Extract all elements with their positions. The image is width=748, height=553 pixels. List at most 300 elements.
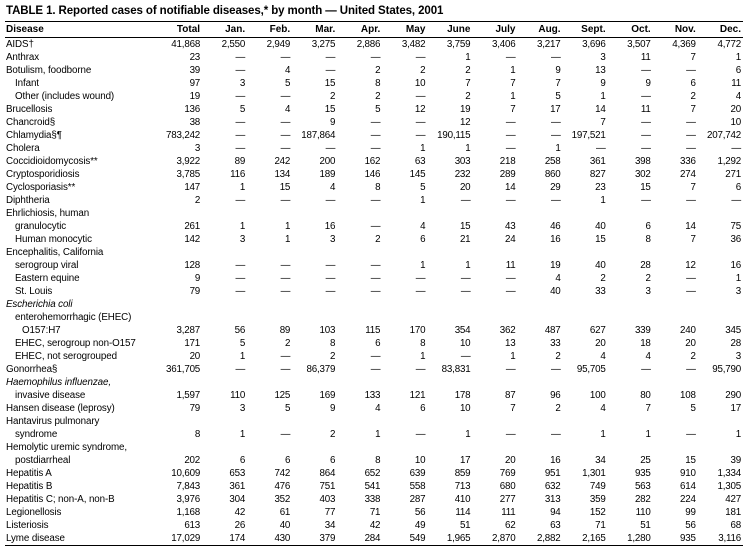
value-cell <box>202 376 247 389</box>
value-cell: 2 <box>375 91 381 102</box>
value-cell: 18 <box>640 338 651 349</box>
value-cell: 2,550 <box>221 39 246 50</box>
value-cell: 17,029 <box>171 533 201 544</box>
value-cell: 21 <box>459 234 471 245</box>
value-cell: 20 <box>505 455 516 466</box>
table-row <box>5 272 743 285</box>
value-cell: — <box>235 273 246 284</box>
value-cell <box>427 311 472 324</box>
table-row <box>5 116 743 129</box>
value-cell: 10 <box>414 455 426 466</box>
value-cell: 261 <box>184 221 201 232</box>
value-cell: — <box>686 429 696 440</box>
value-cell: 430 <box>274 533 291 544</box>
value-cell: — <box>415 91 426 102</box>
value-cell: 6 <box>735 65 741 76</box>
value-cell: 3,922 <box>176 156 201 167</box>
value-cell: 110 <box>230 390 246 401</box>
value-cell: — <box>505 117 516 128</box>
value-cell: — <box>505 286 516 297</box>
column-header-apr: Apr. <box>337 22 382 38</box>
table-row <box>5 259 743 272</box>
value-cell: 1 <box>600 91 606 102</box>
value-cell: 398 <box>634 156 651 167</box>
table-row <box>5 311 743 324</box>
value-cell: 859 <box>454 468 471 479</box>
value-cell: 2 <box>375 234 381 245</box>
value-cell: — <box>415 130 426 141</box>
value-cell: 2 <box>194 195 201 206</box>
value-cell: 6 <box>375 338 381 349</box>
value-cell: — <box>235 143 246 154</box>
value-cell: 10 <box>459 403 471 414</box>
value-cell: 290 <box>725 390 741 401</box>
value-cell: 96 <box>550 390 561 401</box>
value-cell: 11 <box>505 260 516 271</box>
value-cell: 202 <box>184 455 201 466</box>
value-cell <box>427 207 472 220</box>
value-cell <box>472 246 517 259</box>
value-cell: — <box>686 286 696 297</box>
table-row <box>5 428 743 441</box>
value-cell: — <box>235 65 246 76</box>
value-cell: 34 <box>595 455 606 466</box>
value-cell: — <box>460 273 471 284</box>
value-cell: 3,507 <box>627 39 651 50</box>
value-cell: 6 <box>690 78 696 89</box>
value-cell: — <box>235 195 246 206</box>
value-cell: 25 <box>640 455 651 466</box>
value-cell: 827 <box>589 169 606 180</box>
value-cell: 8 <box>420 338 426 349</box>
value-cell: 15 <box>685 455 696 466</box>
value-cell <box>157 311 202 324</box>
value-cell: 9 <box>194 273 201 284</box>
value-cell <box>427 246 472 259</box>
value-cell: 271 <box>725 169 741 180</box>
value-cell <box>427 415 472 428</box>
value-cell: — <box>686 143 696 154</box>
value-cell: 6 <box>420 403 426 414</box>
value-cell: 75 <box>730 221 741 232</box>
value-cell: 549 <box>409 533 426 544</box>
value-cell: — <box>280 52 291 63</box>
value-cell: 79 <box>189 286 201 297</box>
value-cell: 19 <box>459 104 471 115</box>
value-cell: — <box>415 117 426 128</box>
value-cell: — <box>505 195 516 206</box>
value-cell <box>247 376 292 389</box>
value-cell: 24 <box>505 234 516 245</box>
value-cell: — <box>415 364 426 375</box>
value-cell: 783,242 <box>166 130 201 141</box>
value-cell: 362 <box>499 325 516 336</box>
table-row <box>5 441 743 454</box>
value-cell: 751 <box>319 481 336 492</box>
value-cell: — <box>280 351 291 362</box>
value-cell: 8 <box>330 338 336 349</box>
value-cell: 36 <box>730 234 741 245</box>
value-cell: 1,965 <box>446 533 471 544</box>
value-cell: — <box>686 273 696 284</box>
value-cell <box>518 207 563 220</box>
value-cell: 403 <box>319 494 336 505</box>
value-cell <box>337 246 382 259</box>
value-cell: 1 <box>420 143 426 154</box>
value-cell: 6 <box>420 234 426 245</box>
value-cell: 4,369 <box>672 39 696 50</box>
disease-cell: Hansen disease (leprosy) <box>6 403 115 414</box>
column-header-june: June <box>427 22 472 38</box>
value-cell: 361,705 <box>166 364 201 375</box>
value-cell: 336 <box>680 156 696 167</box>
value-cell: 4 <box>600 403 606 414</box>
value-cell <box>608 298 653 311</box>
value-cell: 7 <box>645 403 651 414</box>
value-cell: 240 <box>680 325 696 336</box>
value-cell: 86,379 <box>306 364 336 375</box>
value-cell: 487 <box>544 325 561 336</box>
value-cell: 2 <box>555 403 561 414</box>
value-cell: 7 <box>510 403 516 414</box>
value-cell <box>518 415 563 428</box>
value-cell: 61 <box>279 507 291 518</box>
value-cell <box>247 415 292 428</box>
value-cell <box>337 441 382 454</box>
value-cell <box>518 376 563 389</box>
value-cell: — <box>235 364 246 375</box>
value-cell: 33 <box>595 286 606 297</box>
value-cell: 352 <box>274 494 291 505</box>
value-cell: 1,280 <box>627 533 651 544</box>
value-cell: 4 <box>420 221 426 232</box>
value-cell: 1,305 <box>717 481 741 492</box>
value-cell: — <box>460 286 471 297</box>
value-cell: 1 <box>239 221 246 232</box>
value-cell: 87 <box>505 390 516 401</box>
value-cell: 133 <box>364 390 381 401</box>
value-cell: 242 <box>274 156 291 167</box>
value-cell: 16 <box>730 260 741 271</box>
value-cell <box>247 441 292 454</box>
value-cell <box>653 207 698 220</box>
value-cell: 613 <box>184 520 201 531</box>
value-cell: — <box>686 364 696 375</box>
value-cell: 5 <box>375 104 381 115</box>
disease-cell: Gonorrhea§ <box>6 364 58 375</box>
value-cell <box>337 207 382 220</box>
value-cell <box>563 246 608 259</box>
value-cell: 15 <box>640 182 651 193</box>
value-cell: — <box>550 52 561 63</box>
value-cell: 910 <box>680 468 696 479</box>
value-cell <box>608 376 653 389</box>
table-row <box>5 506 743 519</box>
value-cell: 9 <box>600 78 606 89</box>
value-cell: 1 <box>735 52 741 63</box>
column-header-july: July <box>472 22 517 38</box>
value-cell <box>202 246 247 259</box>
value-cell: 39 <box>189 65 201 76</box>
value-cell <box>427 376 472 389</box>
value-cell: 41,868 <box>171 39 201 50</box>
value-cell: 4 <box>735 91 741 102</box>
value-cell: 11 <box>640 104 651 115</box>
value-cell: 2 <box>555 351 561 362</box>
value-cell <box>382 441 427 454</box>
disease-cell: Hepatitis A <box>6 468 52 479</box>
value-cell: 1 <box>510 65 516 76</box>
value-cell: 125 <box>274 390 291 401</box>
value-cell: — <box>325 143 336 154</box>
value-cell: — <box>280 429 291 440</box>
disease-cell: Eastern equine <box>15 273 80 284</box>
table-row <box>5 103 743 116</box>
value-cell: — <box>641 364 651 375</box>
value-cell: 2 <box>420 65 426 76</box>
value-cell: 171 <box>184 338 201 349</box>
value-cell: 749 <box>589 481 606 492</box>
value-cell: — <box>460 195 471 206</box>
value-cell: 13 <box>595 65 606 76</box>
value-cell: 7 <box>510 104 516 115</box>
value-cell: 94 <box>550 507 561 518</box>
value-cell: 4 <box>330 182 336 193</box>
table-row <box>5 77 743 90</box>
disease-cell: enterohemorrhagic (EHEC) <box>15 312 132 323</box>
value-cell: — <box>325 195 336 206</box>
table-row <box>5 402 743 415</box>
value-cell <box>427 441 472 454</box>
value-cell: — <box>280 91 291 102</box>
value-cell: 56 <box>414 507 426 518</box>
value-cell <box>382 415 427 428</box>
value-cell: 16 <box>550 455 561 466</box>
value-cell: 68 <box>730 520 741 531</box>
value-cell <box>202 298 247 311</box>
value-cell: 71 <box>369 507 381 518</box>
value-cell: 2,886 <box>356 39 381 50</box>
table-row <box>5 415 743 428</box>
value-cell: 284 <box>364 533 381 544</box>
value-cell: 3 <box>735 286 741 297</box>
table-body <box>5 38 743 546</box>
value-cell <box>292 441 337 454</box>
value-cell: 170 <box>409 325 426 336</box>
value-cell: 2,882 <box>537 533 561 544</box>
value-cell: 5 <box>420 182 426 193</box>
value-cell: 632 <box>544 481 561 492</box>
value-cell <box>472 415 517 428</box>
value-cell <box>292 246 337 259</box>
value-cell <box>563 298 608 311</box>
value-cell: 80 <box>640 390 651 401</box>
column-header-feb: Feb. <box>247 22 292 38</box>
value-cell: 627 <box>589 325 606 336</box>
value-cell: 1 <box>420 260 426 271</box>
value-cell <box>202 311 247 324</box>
value-cell <box>382 298 427 311</box>
value-cell: 1 <box>735 273 741 284</box>
disease-cell: Haemophilus influenzae, <box>6 377 111 388</box>
value-cell: 303 <box>454 156 471 167</box>
disease-cell: AIDS† <box>6 39 34 50</box>
value-cell <box>337 298 382 311</box>
disease-cell: Hepatitis B <box>6 481 53 492</box>
value-cell: 28 <box>640 260 651 271</box>
value-cell: 2,165 <box>582 533 606 544</box>
value-cell: 97 <box>189 78 201 89</box>
value-cell: 189 <box>319 169 336 180</box>
value-cell: — <box>235 286 246 297</box>
value-cell: 3 <box>735 351 741 362</box>
value-cell: 12 <box>459 117 471 128</box>
value-cell: 121 <box>409 390 426 401</box>
value-cell: 19 <box>550 260 561 271</box>
value-cell: 128 <box>184 260 201 271</box>
value-cell: 2 <box>465 91 471 102</box>
value-cell <box>247 298 292 311</box>
value-cell: 42 <box>234 507 246 518</box>
value-cell <box>653 298 698 311</box>
value-cell: — <box>731 143 741 154</box>
value-cell <box>292 298 337 311</box>
column-header-nov: Nov. <box>653 22 698 38</box>
column-header-dec: Dec. <box>698 22 743 38</box>
value-cell: 361 <box>229 481 246 492</box>
value-cell: — <box>280 260 291 271</box>
value-cell: 1,334 <box>717 468 741 479</box>
value-cell <box>698 415 743 428</box>
value-cell: — <box>280 130 291 141</box>
value-cell: — <box>325 260 336 271</box>
value-cell: 2 <box>645 273 651 284</box>
value-cell: 1,597 <box>176 390 201 401</box>
value-cell: 3 <box>600 52 606 63</box>
value-cell: 2 <box>330 351 336 362</box>
value-cell: 3,116 <box>718 533 741 544</box>
value-cell: 4 <box>375 403 381 414</box>
value-cell: 15 <box>324 78 336 89</box>
value-cell: — <box>370 273 381 284</box>
value-cell: 20 <box>459 182 471 193</box>
value-cell: 197,521 <box>571 130 606 141</box>
value-cell: 13 <box>505 338 516 349</box>
value-cell: 162 <box>364 156 381 167</box>
value-cell: 864 <box>319 468 336 479</box>
value-cell: 6 <box>645 221 651 232</box>
value-cell: 40 <box>550 286 561 297</box>
value-cell <box>698 207 743 220</box>
value-cell: 2 <box>465 65 471 76</box>
value-cell <box>427 298 472 311</box>
value-cell: 935 <box>680 533 696 544</box>
value-cell: 9 <box>330 117 336 128</box>
value-cell: 3,275 <box>311 39 336 50</box>
value-cell: 12 <box>685 260 696 271</box>
value-cell: 3,785 <box>176 169 201 180</box>
value-cell: 4 <box>284 104 291 115</box>
value-cell: — <box>641 195 651 206</box>
value-cell <box>472 298 517 311</box>
value-cell: 15 <box>279 182 291 193</box>
disease-cell: Cyclosporiasis** <box>6 182 76 193</box>
value-cell: — <box>370 221 381 232</box>
table-row <box>5 194 743 207</box>
value-cell: 190,115 <box>437 130 471 141</box>
value-cell: — <box>641 130 651 141</box>
value-cell: 410 <box>454 494 471 505</box>
value-cell: 147 <box>184 182 201 193</box>
value-cell: — <box>235 52 246 63</box>
disease-cell: Hemolytic uremic syndrome, <box>6 442 127 453</box>
value-cell: 639 <box>409 468 426 479</box>
value-cell: 713 <box>454 481 471 492</box>
disease-cell: EHEC, not serogrouped <box>15 351 117 362</box>
value-cell: 3 <box>239 234 246 245</box>
value-cell: 3 <box>239 403 246 414</box>
value-cell: 63 <box>550 520 561 531</box>
value-cell <box>157 298 202 311</box>
disease-cell: Human monocytic <box>15 234 92 245</box>
value-cell: 99 <box>685 507 696 518</box>
value-cell: 3,406 <box>491 39 516 50</box>
value-cell: 304 <box>229 494 246 505</box>
value-cell: 1 <box>375 429 381 440</box>
value-cell: 11 <box>731 78 741 89</box>
value-cell: 1 <box>465 429 471 440</box>
value-cell: 7 <box>510 78 516 89</box>
value-cell <box>247 207 292 220</box>
value-cell: — <box>641 117 651 128</box>
value-cell: 42 <box>369 520 381 531</box>
value-cell: 15 <box>595 234 606 245</box>
value-cell: 218 <box>499 156 516 167</box>
value-cell: — <box>235 117 246 128</box>
value-cell: 2 <box>690 351 696 362</box>
disease-cell: O157:H7 <box>22 325 61 336</box>
value-cell: 89 <box>234 156 246 167</box>
value-cell: 361 <box>589 156 606 167</box>
value-cell: 4 <box>645 351 651 362</box>
value-cell <box>292 415 337 428</box>
disease-cell: Chancroid§ <box>6 117 56 128</box>
value-cell: 17 <box>730 403 741 414</box>
value-cell: 110 <box>635 507 651 518</box>
value-cell <box>337 415 382 428</box>
value-cell: — <box>686 65 696 76</box>
column-header-jan: Jan. <box>202 22 247 38</box>
value-cell: 43 <box>505 221 516 232</box>
value-cell: 3,696 <box>582 39 606 50</box>
value-cell: 1,301 <box>582 468 606 479</box>
column-header-aug: Aug. <box>518 22 563 38</box>
value-cell: 19 <box>189 91 201 102</box>
disease-cell: Lyme disease <box>6 533 65 544</box>
value-cell: 224 <box>680 494 696 505</box>
table-row <box>5 220 743 233</box>
value-cell: 1 <box>510 91 516 102</box>
value-cell <box>472 207 517 220</box>
value-cell <box>157 376 202 389</box>
value-cell: 4 <box>284 65 291 76</box>
disease-cell: Hantavirus pulmonary <box>6 416 100 427</box>
disease-cell: Legionellosis <box>6 507 62 518</box>
value-cell: 10,609 <box>171 468 201 479</box>
value-cell: — <box>686 130 696 141</box>
value-cell: — <box>370 351 381 362</box>
value-cell: 7 <box>690 52 696 63</box>
